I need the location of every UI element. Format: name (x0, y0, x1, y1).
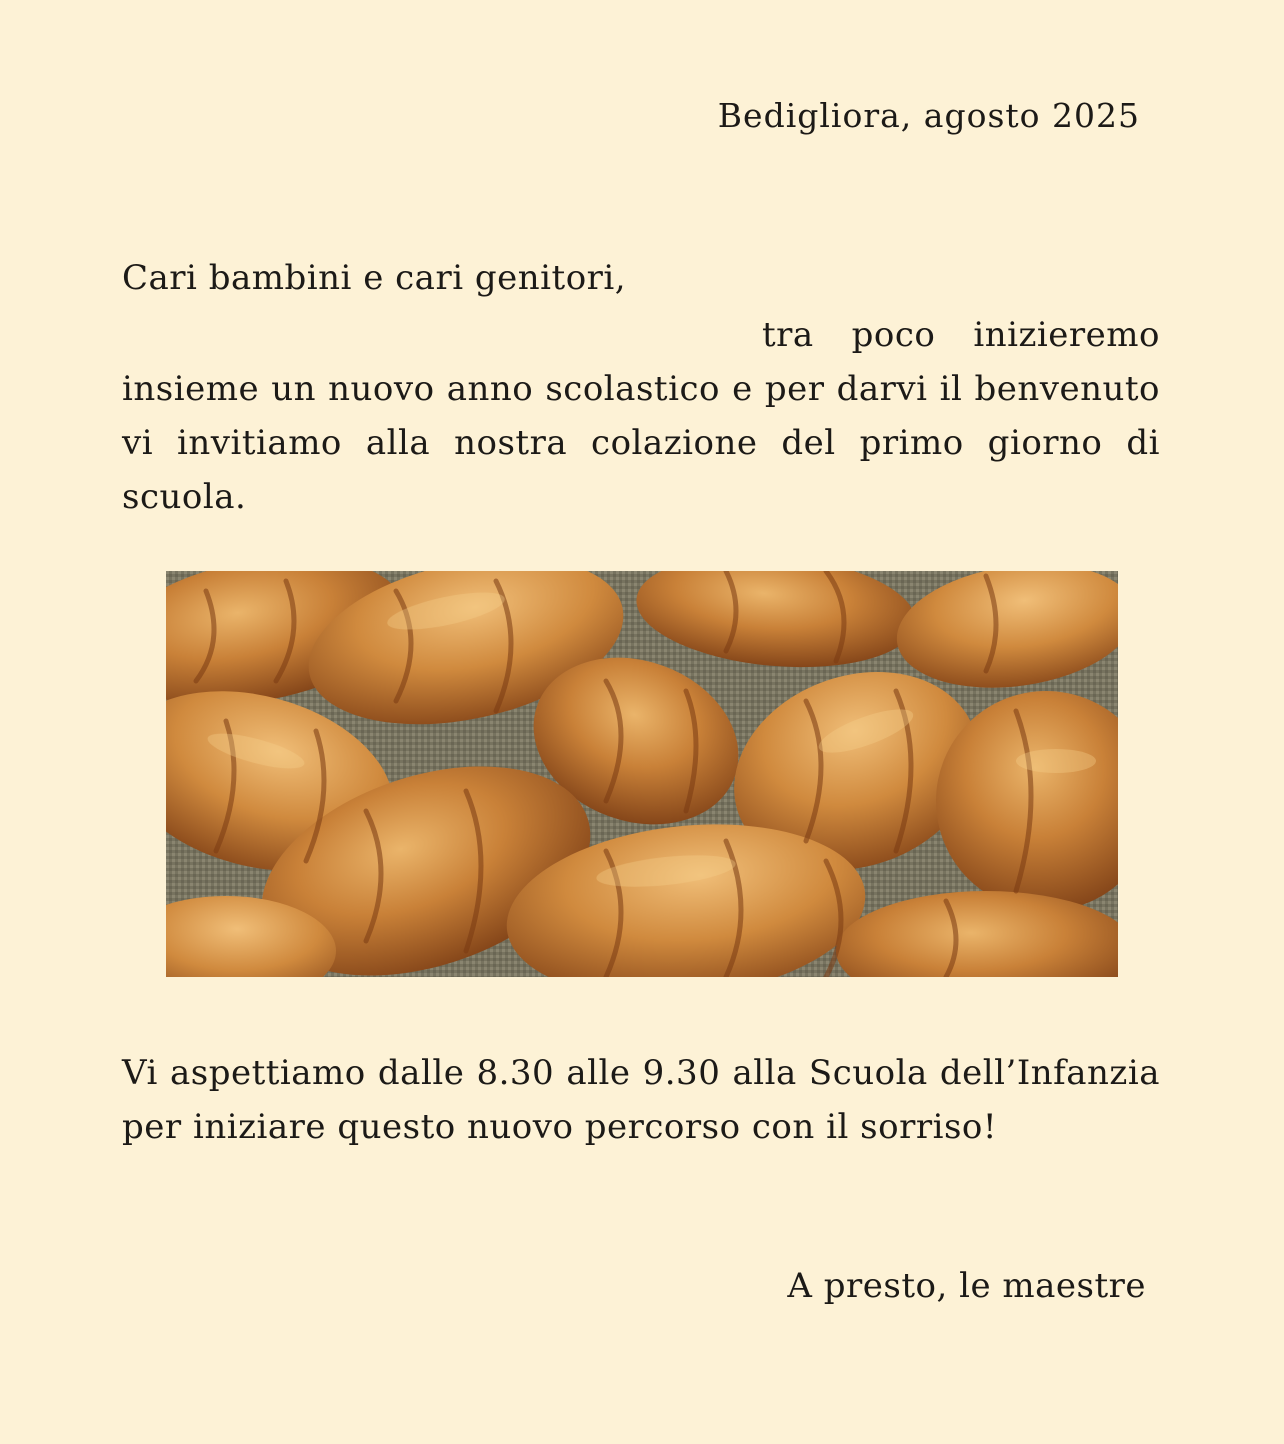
signoff: A presto, le maestre (787, 1266, 1146, 1306)
intro-paragraph: tra poco inizieremo insieme un nuovo anno scolastico e per darvi il benvenuto vi invitiamo alla nostra colazione del primo giorno di scuola. (122, 315, 1160, 517)
invite-paragraph: Vi aspettiamo dalle 8.30 alle 9.30 alla Scuola dell’Infanzia per iniziare questo nuovo percorso con il sorriso! (122, 1053, 1160, 1147)
croissants-photo (166, 571, 1118, 977)
date-line: Bedigliora, agosto 2025 (717, 96, 1140, 135)
salutation: Cari bambini e cari genitori, (122, 258, 627, 298)
croissants-illustration (166, 571, 1118, 977)
